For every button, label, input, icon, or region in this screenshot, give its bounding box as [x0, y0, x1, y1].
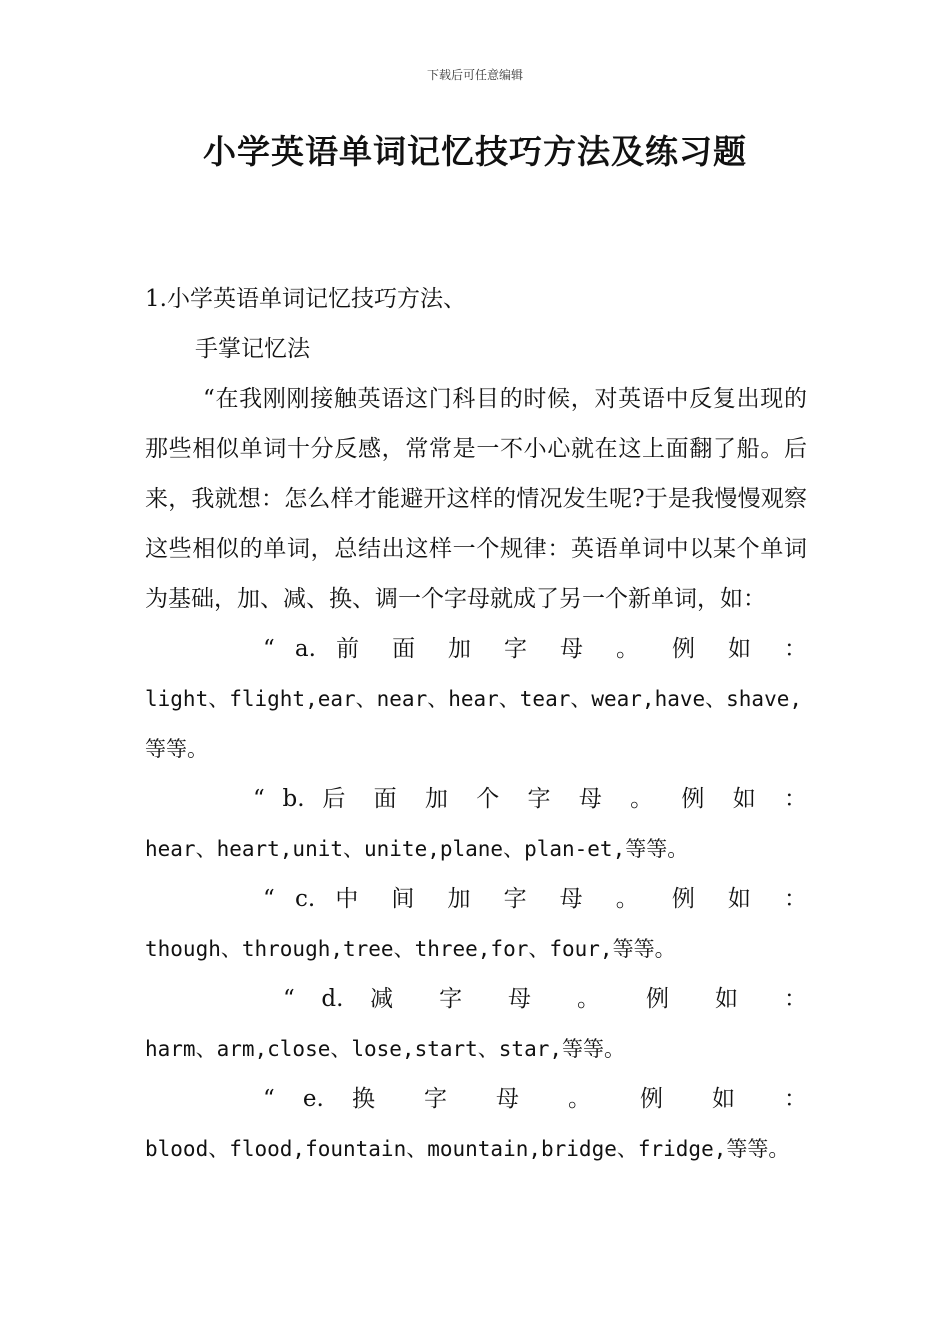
example-d: [145, 974, 807, 1074]
example-lead: “ c. 中 间 加 字 母 。 例 如 ：: [263, 886, 807, 912]
example-words: harm、arm,close、lose,start、star,等等。: [145, 1037, 626, 1061]
section-heading: 1.小学英语单词记忆技巧方法、: [145, 286, 466, 312]
example-words: light、flight,ear、near、hear、tear、wear,have、shave,等等。: [145, 687, 803, 761]
example-b: [145, 774, 807, 874]
header-note: 下载后可任意编辑: [426, 68, 523, 82]
example-lead: “ d. 减 字 母 。 例 如 ：: [283, 986, 807, 1012]
example-e: [145, 1074, 807, 1174]
intro-paragraph: “在我刚刚接触英语这门科目的时候，对英语中反复出现的那些相似单词十分反感，常常是一不小心就在这上面翻了船。后来，我就想：怎么样才能避开这样的情况发生呢?于是我慢慢观察这些相似的单词，总结出这样一个规律：英语单词中以某个单词为基础，加、减、换、调一个字母就成了另一个新单词，如：: [145, 386, 807, 612]
example-a: [145, 624, 807, 774]
example-c: [145, 874, 807, 974]
document-body: [145, 274, 807, 1174]
example-lead: “ e. 换 字 母 。 例 如 ：: [263, 1086, 807, 1112]
example-words: blood、flood,fountain、mountain,bridge、fridge,等等。: [145, 1137, 790, 1161]
subheading: 手掌记忆法: [195, 336, 310, 362]
example-lead: “ a. 前 面 加 字 母 。 例 如 ：: [263, 636, 807, 662]
example-words: hear、heart,unit、unite,plane、plan-et,等等。: [145, 837, 689, 861]
example-lead: “ b. 后 面 加 个 字 母 。 例 如 ：: [253, 786, 807, 812]
example-words: though、through,tree、three,for、four,等等。: [145, 937, 676, 961]
page-title: 小学英语单词记忆技巧方法及练习题: [203, 132, 747, 171]
